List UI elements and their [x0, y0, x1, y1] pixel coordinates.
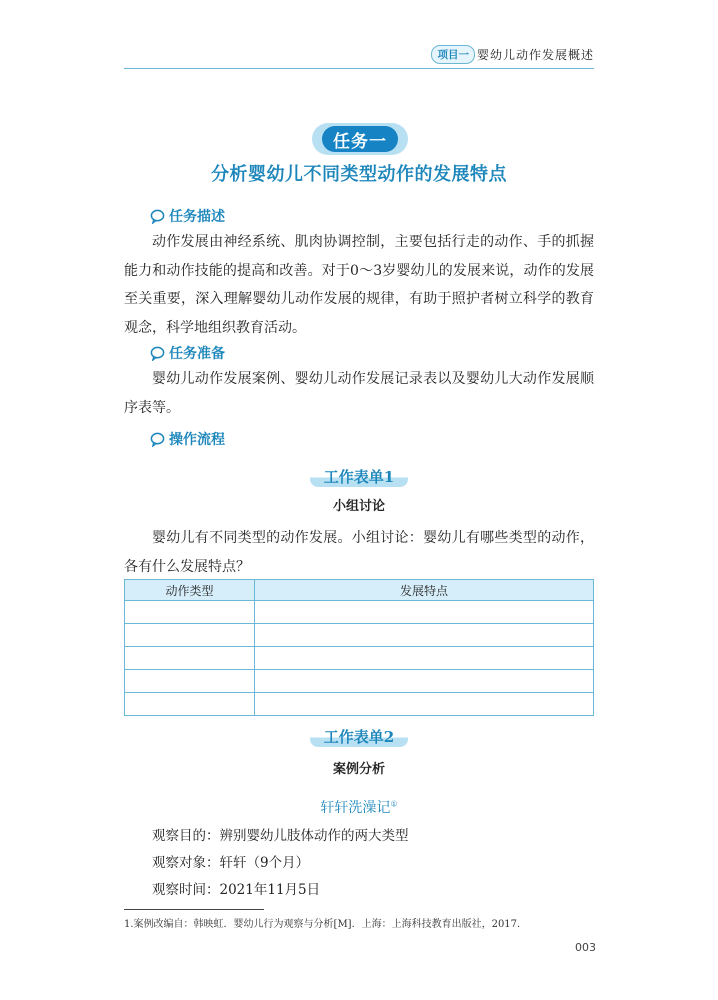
table-cell[interactable] — [125, 647, 255, 670]
observation-subject: 观察对象：轩轩（9个月） — [152, 855, 310, 871]
observation-purpose: 观察目的：辨别婴幼儿肢体动作的两大类型 — [152, 828, 409, 844]
footnote-mark[interactable]: ① — [390, 799, 398, 809]
table-row — [125, 693, 594, 716]
table-header-row — [125, 580, 594, 601]
section-heading-text: 任务描述 — [169, 209, 225, 225]
footnote-rule — [124, 909, 264, 910]
speech-bubble-icon — [150, 432, 165, 447]
table-cell[interactable] — [125, 693, 255, 716]
section-heading-description — [150, 206, 225, 226]
table-cell[interactable] — [255, 601, 594, 624]
worksheet1-table — [124, 579, 594, 716]
table-cell[interactable] — [255, 693, 594, 716]
table-row — [125, 624, 594, 647]
task-label-pill — [312, 123, 408, 155]
table-cell[interactable] — [255, 624, 594, 647]
table-cell[interactable] — [125, 670, 255, 693]
table-row — [125, 670, 594, 693]
speech-bubble-icon — [150, 209, 165, 224]
task-title: 分析婴幼儿不同类型动作的发展特点 — [211, 164, 507, 185]
section-body-description: 动作发展由神经系统、肌肉协调控制，主要包括行走的动作、手的抓握能力和动作技能的提高和改善。对于0～3岁婴幼儿的发展来说，动作的发展至关重要，深入理解婴幼儿动作发展的规律，有助于照护者树立科学的教育观念，科学地组织教育活动。 — [124, 234, 594, 336]
worksheet1-title — [0, 466, 718, 487]
worksheet2-subtitle: 案例分析 — [332, 762, 385, 777]
case-title — [0, 797, 718, 817]
worksheet1-subtitle: 小组讨论 — [332, 499, 385, 514]
table-cell[interactable] — [255, 670, 594, 693]
table-cell[interactable] — [125, 601, 255, 624]
speech-bubble-icon — [150, 346, 165, 361]
project-badge: 项目一 — [431, 45, 475, 64]
footnote: 1.案例改编自：韩映虹．婴幼儿行为观察与分析[M]．上海：上海科技教育出版社，2017． — [124, 919, 528, 930]
table-row — [125, 601, 594, 624]
case-title-text: 轩轩洗澡记 — [320, 800, 391, 816]
table-row — [125, 647, 594, 670]
section-heading-preparation — [150, 343, 225, 363]
worksheet2-title — [0, 726, 718, 747]
chapter-title: 婴幼儿动作发展概述 — [476, 48, 594, 62]
table-cell[interactable] — [255, 647, 594, 670]
section-heading-procedure — [150, 429, 225, 449]
section-heading-text: 操作流程 — [169, 432, 225, 448]
column-header: 动作类型 — [125, 580, 255, 601]
section-heading-text: 任务准备 — [169, 346, 225, 362]
page-number: 003 — [575, 941, 596, 954]
worksheet2-title-text: 工作表单2 — [310, 726, 408, 747]
header-rule — [124, 68, 594, 69]
column-header: 发展特点 — [255, 580, 594, 601]
running-header — [431, 45, 594, 64]
task-label: 任务一 — [322, 126, 398, 152]
table-cell[interactable] — [125, 624, 255, 647]
observation-time: 观察时间：2021年11月5日 — [152, 882, 321, 898]
section-body-preparation: 婴幼儿动作发展案例、婴幼儿动作发展记录表以及婴幼儿大动作发展顺序表等。 — [124, 371, 594, 416]
worksheet1-title-text: 工作表单1 — [310, 466, 408, 487]
worksheet1-prompt: 婴幼儿有不同类型的动作发展。小组讨论：婴幼儿有哪些类型的动作，各有什么发展特点？ — [124, 530, 594, 575]
